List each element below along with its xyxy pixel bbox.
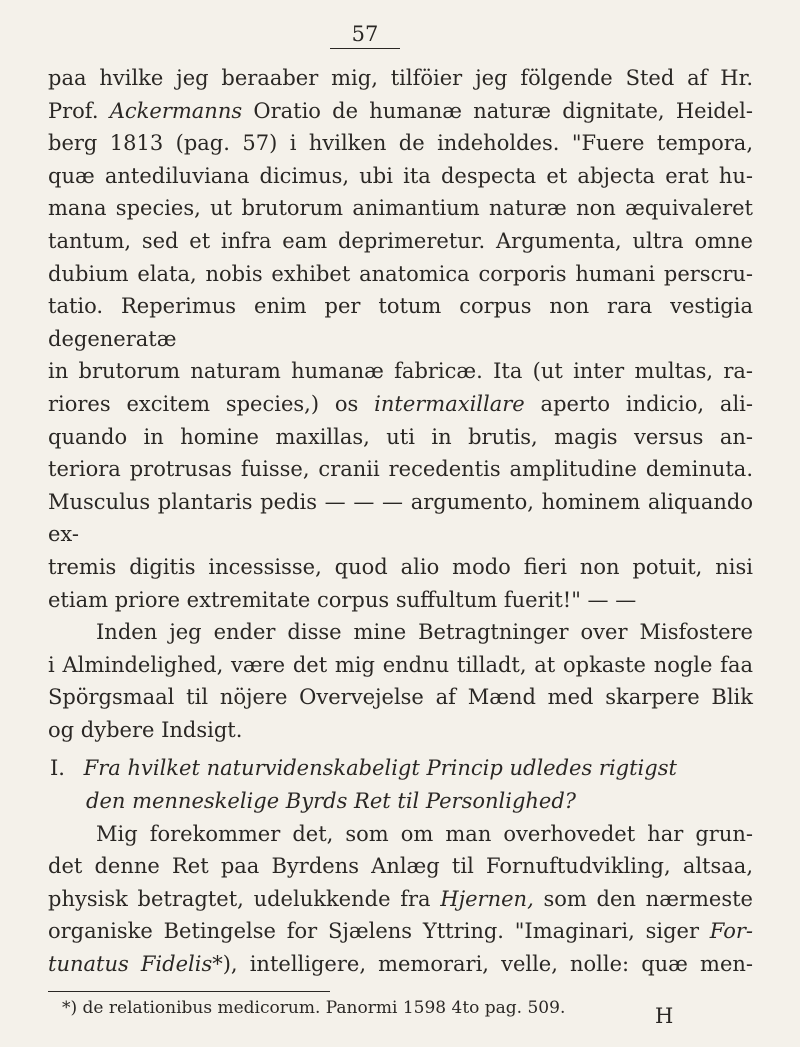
text-line: quæ antediluviana dicimus, ubi ita despecta et abjecta erat hu- xyxy=(48,163,753,188)
page-number: 57 xyxy=(330,22,400,49)
text-line: Spörgsmaal til nöjere Overvejelse af Mænd med skarpere Blik xyxy=(48,685,753,710)
text-line: physisk betragtet, udelukkende fra Hjernen, som den nærmeste xyxy=(48,886,753,911)
page-body xyxy=(48,62,753,1022)
text-line: quando in homine maxillas, uti in brutis, magis versus an- xyxy=(48,424,753,449)
section-heading xyxy=(48,752,753,785)
text-line: Inden jeg ender disse mine Betragtninger over Misfostere xyxy=(96,620,753,645)
text-line: paa hvilke jeg beraaber mig, tilföier jeg fölgende Sted af Hr. xyxy=(48,66,753,90)
text-line: tunatus Fidelis*), intelligere, memorari, velle, nolle: quæ men- xyxy=(48,952,753,977)
text-line: teriora protrusas fuisse, cranii recedentis amplitudine deminuta. xyxy=(48,457,753,482)
footnote: *) de relationibus medicorum. Panormi 1598 4to pag. 509. xyxy=(62,997,566,1018)
text-line: etiam priore extremitate corpus suffultum fuerit!" — — xyxy=(48,587,637,612)
text-line: tantum, sed et infra eam deprimeretur. Argumenta, ultra omne xyxy=(48,228,753,253)
text-line: og dybere Indsigt. xyxy=(48,717,243,742)
text-line: i Almindelighed, være det mig endnu tilladt, at opkaste nogle faa xyxy=(48,652,753,677)
italic-term: For- xyxy=(709,919,753,944)
text-line: det denne Ret paa Byrdens Anlæg til Fornuftudvikling, altsaa, xyxy=(48,854,753,879)
section-heading-cont xyxy=(48,785,753,818)
text-line: berg 1813 (pag. 57) i hvilken de indeholdes. "Fuere tempora, xyxy=(48,131,753,156)
text-line: Prof. Ackermanns Oratio de humanæ naturæ dignitate, Heidel- xyxy=(48,98,753,123)
text-line: tremis digitis incessisse, quod alio modo fieri non potuit, nisi xyxy=(48,554,753,579)
text-line: mana species, ut brutorum animantium naturæ non æquivaleret xyxy=(48,196,753,221)
italic-term: intermaxillare xyxy=(374,391,525,416)
section-number: I. xyxy=(50,756,65,781)
signature-mark: H xyxy=(655,1004,674,1028)
text-line: dubium elata, nobis exhibet anatomica corporis humani perscru- xyxy=(48,261,753,286)
text-line: in brutorum naturam humanæ fabricæ. Ita (ut inter multas, ra- xyxy=(48,359,753,384)
author-name: tunatus Fidelis xyxy=(48,952,213,977)
text-line: organiske Betingelse for Sjælens Yttring. "Imaginari, siger For- xyxy=(48,919,753,944)
text-line: Musculus plantaris pedis — — — argumento, hominem aliquando ex- xyxy=(48,489,753,547)
text-line: Mig forekommer det, som om man overhovedet har grun- xyxy=(96,821,753,846)
italic-term: Hjernen, xyxy=(440,886,534,911)
text-line: riores excitem species,) os intermaxillare aperto indicio, ali- xyxy=(48,391,753,416)
text-line: tatio. Reperimus enim per totum corpus non rara vestigia degeneratæ xyxy=(48,294,753,351)
section-title-line-2: den menneskelige Byrds Ret til Personlighed? xyxy=(86,789,577,814)
footnote-rule xyxy=(48,991,330,992)
author-name: Ackermanns xyxy=(109,98,243,123)
section-title-line-1: Fra hvilket naturvidenskabeligt Princip udledes rigtigst xyxy=(83,756,677,781)
